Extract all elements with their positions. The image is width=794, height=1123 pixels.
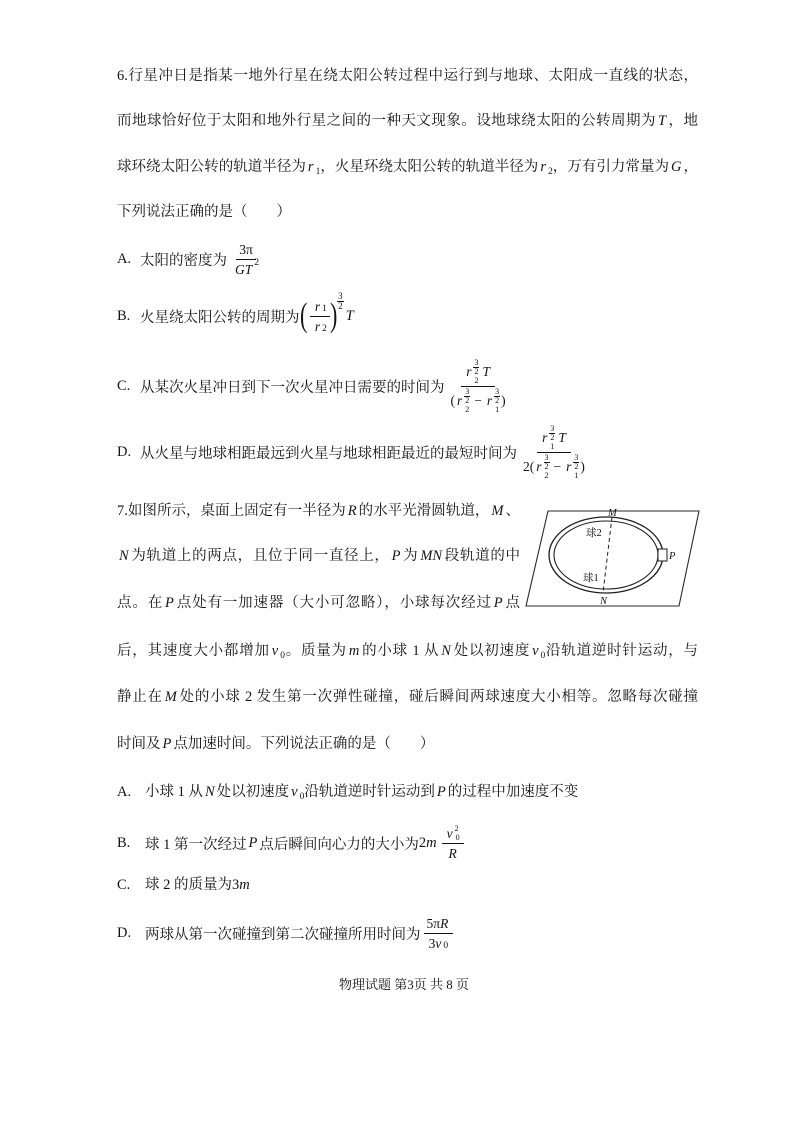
- sup-sub-script: [544, 454, 550, 480]
- right-paren: ): [580, 459, 585, 474]
- var-r: r: [540, 159, 546, 175]
- stem-text: 的小球 1 从: [361, 643, 440, 659]
- stem-text: ，火星环绕太阳公转的轨道半径为: [320, 159, 539, 175]
- stem-text: 段轨道的中: [444, 548, 521, 564]
- stem-text: 。质量为: [284, 643, 347, 659]
- var-velocity-v: v: [446, 825, 453, 841]
- q7-option-b: [117, 818, 464, 868]
- option-text: 小球 1 从: [145, 784, 203, 800]
- var-r: r: [542, 430, 548, 445]
- coefficient: 2: [418, 834, 427, 851]
- var-mass-m: m: [426, 834, 437, 851]
- var-r: r: [566, 459, 572, 474]
- sup-sub-script: [455, 824, 460, 842]
- subscript: 1: [495, 404, 500, 414]
- option-text: 从火星与地球相距最远到火星与地球相距最近的最短时间为: [140, 445, 517, 462]
- subscript: 1: [574, 470, 579, 480]
- stem-text: 静止在: [117, 689, 163, 705]
- exponent-denominator: 2: [550, 432, 555, 442]
- exponent-denominator: 2: [474, 366, 479, 376]
- var-velocity-v: v: [271, 643, 279, 659]
- var-g: G: [671, 159, 682, 175]
- subscript: 1: [322, 303, 327, 314]
- circular-track-figure: [522, 505, 702, 609]
- q6-option-a: [117, 234, 262, 284]
- option-label: D.: [117, 924, 132, 941]
- diameter-mn: [603, 517, 612, 593]
- track-inner-edge: [554, 521, 658, 589]
- stem-text: 为: [402, 548, 419, 564]
- sup-sub-script: [494, 388, 500, 414]
- stem-text: 点: [504, 595, 521, 611]
- option-text: 火星绕太阳公转的周期为: [140, 309, 300, 326]
- var-point-p: P: [162, 736, 172, 752]
- option-text: 球 1 第一次经过: [145, 836, 247, 853]
- subscript: 0: [443, 940, 449, 951]
- stem-text: 处以初速度: [452, 643, 531, 659]
- subscript: 0: [299, 792, 305, 802]
- sup-sub-script: [549, 425, 555, 451]
- label-p: P: [669, 551, 676, 562]
- fraction-numerator: [461, 359, 495, 387]
- var-mass-m: m: [239, 877, 250, 893]
- fraction: [310, 298, 330, 335]
- option-text: 的过程中加速度不变: [447, 784, 579, 800]
- exponent-numerator: 3: [474, 357, 479, 367]
- var-segment-mn: MN: [420, 548, 443, 564]
- stem-text: 为轨道上的两点，且位于同一直径上，: [130, 548, 390, 564]
- var-point-p: P: [436, 784, 446, 800]
- option-label: C.: [117, 377, 131, 394]
- stem-text: 的水平光滑圆轨道，: [358, 503, 490, 519]
- var-point-p: P: [391, 548, 401, 564]
- subscript: 0: [455, 833, 460, 842]
- exponent: 2: [254, 257, 260, 268]
- exponent-numerator: 3: [465, 386, 470, 396]
- accelerator: [658, 549, 667, 561]
- stem-text: ，: [683, 159, 699, 175]
- exponent-fraction: [573, 454, 579, 471]
- var-point-p: P: [248, 834, 258, 851]
- fraction: [424, 915, 454, 952]
- exponent-denominator: 2: [465, 395, 470, 405]
- option-label: D.: [117, 443, 132, 460]
- coefficient: 3: [428, 935, 436, 951]
- fraction-denominator: [310, 317, 330, 335]
- stem-text: ，万有引力常量为: [552, 159, 669, 175]
- var-r: r: [314, 318, 321, 334]
- fraction-numerator: [537, 425, 571, 453]
- q6-stem-line-2: [117, 111, 698, 131]
- var-r: r: [536, 459, 542, 474]
- option-label: B.: [117, 307, 131, 324]
- stem-text: 而地球恰好位于太阳和地外行星之间的一种天文现象。设地球绕太阳的公转周期为: [117, 113, 656, 129]
- var-radius-r: R: [347, 503, 357, 519]
- exponent-numerator: 3: [574, 452, 579, 462]
- coefficient: 3: [232, 877, 240, 893]
- var-mass-m: m: [348, 643, 360, 659]
- stem-text: 沿轨道逆时针运动，与: [545, 643, 699, 659]
- var-point-p: P: [493, 595, 503, 611]
- var-velocity-v: v: [435, 935, 442, 951]
- subscript: 2: [322, 323, 327, 334]
- q7-stem-line-3: [117, 593, 520, 613]
- option-text: 沿轨道逆时针运动到: [304, 784, 435, 800]
- option-text: 点后瞬间向心力的大小为: [259, 836, 419, 853]
- subscript: 2: [544, 470, 549, 480]
- fraction-denominator: [448, 387, 509, 414]
- var-r: r: [466, 364, 472, 379]
- sup-sub-script: [573, 454, 579, 480]
- subscript: 0: [280, 651, 285, 661]
- stem-text: 球环绕太阳公转的轨道半径为: [117, 159, 306, 175]
- var-point-n: N: [205, 784, 215, 800]
- stem-text: 6.行星冲日是指某一地外行星在绕太阳公转过程中运行到与地球、太阳成一直线的状态，: [117, 68, 698, 84]
- fraction-numerator: [310, 298, 330, 317]
- exponent-denominator: 2: [495, 395, 500, 405]
- exponent-numerator: 3: [544, 452, 549, 462]
- option-label: A.: [117, 784, 132, 800]
- var-period-t: T: [558, 430, 566, 445]
- var-point-n: N: [119, 548, 129, 564]
- q7-stem-line-1: [117, 501, 520, 521]
- label-m: M: [608, 508, 617, 519]
- var-velocity-v: v: [291, 784, 298, 800]
- stem-text: 后，其速度大小都增加: [117, 643, 270, 659]
- var-radius-r: R: [440, 915, 449, 931]
- sup-sub-script: [464, 388, 470, 414]
- left-paren: (: [299, 297, 307, 334]
- var-r: r: [307, 159, 314, 175]
- var-period-t: T: [482, 364, 490, 379]
- subscript: 2: [474, 375, 479, 385]
- q6-stem-line-1: [117, 66, 698, 86]
- exponent-fraction: [464, 388, 470, 405]
- exponent-denominator: 2: [338, 301, 343, 311]
- exponent-fraction: [549, 425, 555, 442]
- var-period-t: T: [345, 307, 354, 324]
- page-footer: 物理试题 第3页 共 8 页: [339, 977, 470, 992]
- fraction-numerator: 3π: [236, 241, 256, 260]
- exponent-fraction: [473, 359, 479, 376]
- option-text: 从某次火星冲日到下一次火星冲日需要的时间为: [140, 379, 445, 396]
- label-n: N: [600, 596, 608, 607]
- var-r: r: [314, 298, 321, 314]
- exponent-numerator: 3: [495, 386, 500, 396]
- fraction-denominator: [443, 844, 461, 862]
- exponent-fraction: [544, 454, 550, 471]
- exponent-fraction: [494, 388, 500, 405]
- var-point-n: N: [441, 643, 451, 659]
- fraction-numerator: [424, 915, 454, 934]
- fraction-denominator: [230, 257, 262, 278]
- var-gt: GT: [235, 261, 253, 277]
- fraction-denominator: [426, 934, 452, 952]
- fraction-numerator: [442, 824, 464, 844]
- exponent: 2: [454, 824, 459, 833]
- option-label: B.: [117, 834, 131, 851]
- track-outer-edge: [549, 517, 663, 593]
- var-velocity-v: v: [532, 643, 539, 659]
- q7-option-d: [117, 908, 453, 958]
- option-label: C.: [117, 877, 131, 893]
- subscript: 2: [547, 167, 553, 177]
- q7-stem-line-5: [117, 687, 698, 707]
- var-r: r: [457, 393, 463, 408]
- minus-sign: −: [553, 459, 562, 474]
- label-ball-2: 球2: [586, 528, 602, 539]
- label-ball-1: 球1: [583, 573, 599, 584]
- q6-option-d: [117, 423, 588, 480]
- q7-stem-line-4: [117, 641, 698, 661]
- fraction: [442, 824, 464, 862]
- fraction: [520, 425, 588, 480]
- option-text: 球 2 的质量为: [145, 877, 232, 893]
- stem-text: 处的小球 2 发生第一次弹性碰撞，碰后瞬间两球速度大小相等。忽略每次碰撞: [178, 689, 699, 705]
- q6-stem-line-4: [117, 202, 291, 222]
- subscript: 1: [315, 167, 321, 177]
- stem-text: 点加速时间。下列说法正确的是（ ）: [173, 736, 435, 752]
- q7-option-a: [117, 782, 578, 802]
- fraction: [230, 241, 262, 278]
- q7-stem-line-2: [117, 546, 520, 566]
- stem-text: 时间及: [117, 736, 161, 752]
- q6-option-b: [117, 291, 356, 341]
- exponent-denominator: 2: [544, 461, 549, 471]
- var-point-m: M: [491, 503, 504, 519]
- q6-option-c: [117, 357, 509, 414]
- minus-sign: −: [474, 393, 482, 408]
- coefficient-and-left-paren: 2(: [523, 459, 535, 474]
- stem-text: 下列说法正确的是（ ）: [117, 204, 291, 220]
- stem-text: ，地: [668, 113, 699, 129]
- fraction-denominator: [520, 453, 588, 480]
- subscript: 2: [465, 404, 470, 414]
- option-text: 太阳的密度为: [140, 252, 227, 269]
- coefficient-pi: 5π: [426, 915, 441, 931]
- var-period-t: T: [657, 113, 667, 129]
- sup-sub-script: [473, 359, 479, 385]
- subscript: 0: [540, 651, 546, 661]
- q7-stem-line-6: [117, 734, 434, 754]
- subscript: 1: [550, 441, 555, 451]
- option-text: 两球从第一次碰撞到第二次碰撞所用时间为: [145, 926, 421, 943]
- exponent-numerator: 3: [550, 423, 555, 433]
- left-paren: (: [450, 393, 455, 408]
- right-paren: ): [501, 393, 506, 408]
- var-point-p: P: [165, 595, 174, 611]
- stem-text: 7.如图所示，桌面上固定有一半径为: [117, 503, 346, 519]
- fraction: [448, 359, 509, 414]
- q6-stem-line-3: [117, 157, 698, 177]
- stem-text: 点。在: [117, 595, 164, 611]
- exponent-denominator: 2: [574, 461, 579, 471]
- option-text: 处以初速度: [216, 784, 290, 800]
- var-r: r: [486, 393, 493, 408]
- stem-text: 、: [505, 503, 521, 519]
- var-point-m: M: [164, 689, 177, 705]
- option-label: A.: [117, 250, 132, 267]
- right-paren: ): [329, 297, 338, 334]
- var-radius-r: R: [448, 846, 457, 861]
- q7-option-c: [117, 875, 252, 895]
- stem-text: 点处有一加速器（大小可忽略），小球每次经过: [175, 595, 492, 611]
- exponent-numerator: 3: [338, 291, 343, 301]
